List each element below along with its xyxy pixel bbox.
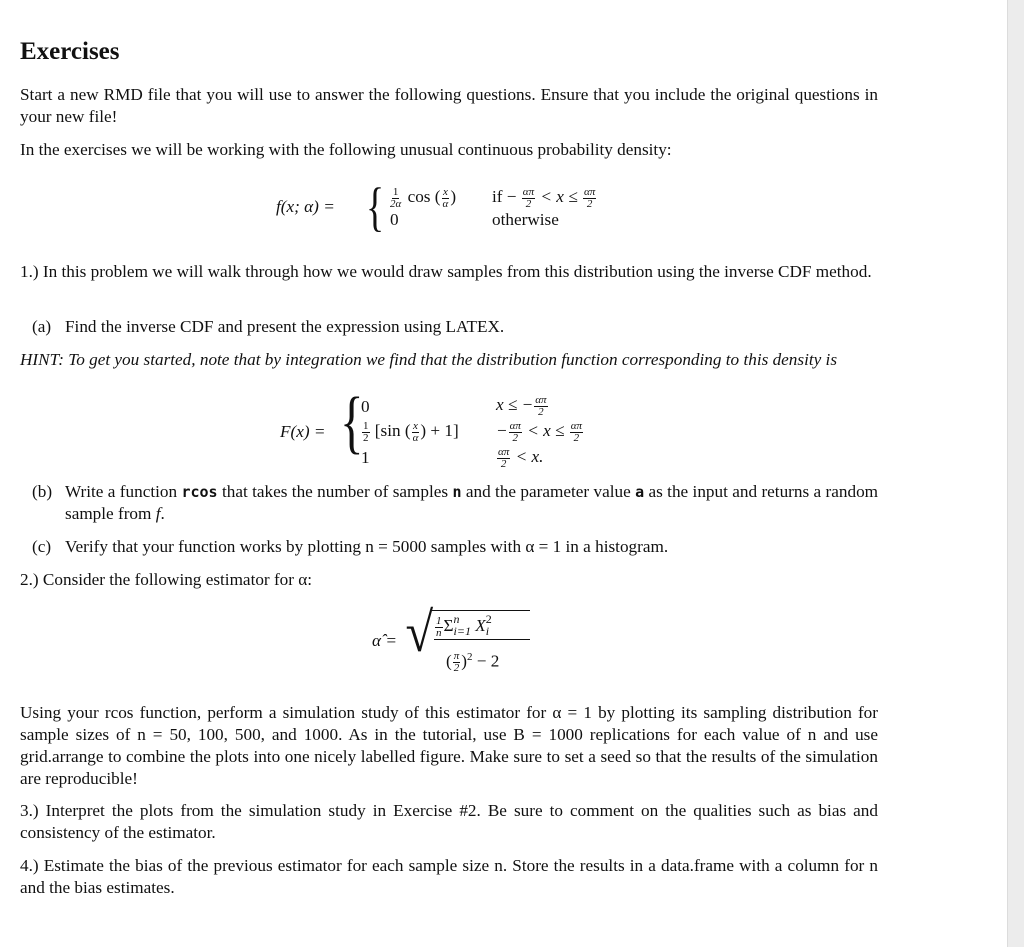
density-case1: $\frac{1}{2\alpha}$ cos ( $\frac{x}{\alpha}$ ) <box>390 185 457 210</box>
q1b-text: Write a function rcos that takes the number of samples n and the parameter value a as the input and returns a random sample from f. <box>65 482 879 523</box>
intro-paragraph: Start a new RMD file that you will use to answer the following questions. Ensure that you include the original questions in your new file! <box>20 85 878 126</box>
cdf-lhs: F(x) = <box>280 422 326 441</box>
question-4-text: 4.) Estimate the bias of the previous estimator for each sample size n. Store the results in a data.frame with a column for n and the bias estimates. <box>20 856 878 897</box>
density-case2: 0 <box>390 210 399 229</box>
estimator-fraction-bar <box>434 639 530 640</box>
density-brace: { <box>366 177 385 237</box>
cdf-case1-condition: x ≤ − $\frac{\alpha\pi}{2}$ <box>496 393 547 418</box>
density-lhs: f(x; α) = <box>276 197 335 216</box>
hint-paragraph: HINT: To get you started, note that by integration we find that the distribution function corresponding to this density is <box>20 350 838 369</box>
exercises-heading: Exercises <box>20 38 120 65</box>
estimator-numerator: $\frac{1}{n}$ Σ n i=1 X 2 i <box>436 612 492 639</box>
code-n: n <box>452 483 462 501</box>
density-case2-condition: otherwise <box>492 210 559 229</box>
question-2-text: 2.) Consider the following estimator for α: <box>20 570 313 589</box>
code-rcos: rcos <box>181 483 218 501</box>
q1c-label: (c) <box>32 537 52 556</box>
code-a: a <box>635 483 645 501</box>
cdf-case3-condition: $\frac{\alpha\pi}{2}$ < x. <box>498 445 544 470</box>
question-3-text: 3.) Interpret the plots from the simulation study in Exercise #2. Be sure to comment on the qualities such as bias and consistency of the estimator. <box>20 801 878 842</box>
vertical-scrollbar[interactable] <box>1007 0 1024 947</box>
cdf-case1: 0 <box>361 397 370 416</box>
cdf-brace: { <box>340 384 364 461</box>
q1c-text: Verify that your function works by plotting n = 5000 samples with α = 1 in a histogram. <box>65 537 669 556</box>
estimator-lhs: α̂ = <box>372 631 397 650</box>
cdf-case2-condition: − $\frac{\alpha\pi}{2}$ < x ≤ $\frac{\alpha\pi}{2}$ <box>496 419 583 444</box>
density-intro-paragraph: In the exercises we will be working with the following unusual continuous probability density: <box>20 140 672 159</box>
sqrt-overline <box>430 610 530 611</box>
density-coeff-frac: $\frac{1}{2\alpha}$ <box>390 185 402 210</box>
estimator-denominator: ( $\frac{\pi}{2}$ )$^2$ − 2 <box>446 650 500 675</box>
cdf-case3: 1 <box>361 448 370 467</box>
simulation-paragraph: Using your rcos function, perform a simulation study of this estimator for α = 1 by plotting its sampling distribution for sample sizes of n = 50, 100, 500, and 1000. As in the tutorial, use B = 1000 replications for each value of n and use grid.arrange to combine the plots into one nicely labelled figure. Make sure to set a seed so that the results of the simulation are reproducible! <box>20 703 878 788</box>
cdf-case2: $\frac{1}{2}$ [sin ( $\frac{x}{\alpha}$ ) + 1] <box>363 419 459 444</box>
latex-logo: LATEX <box>445 317 500 336</box>
q1a-text: Find the inverse CDF and present the expression using LATEX. <box>65 317 505 336</box>
density-case1-condition: if − $\frac{\alpha\pi}{2}$ < x ≤ $\frac{\alpha\pi}{2}$ <box>492 185 596 210</box>
q1b-label: (b) <box>32 482 53 501</box>
question-1-text: 1.) In this problem we will walk through how we would draw samples from this distribution using the inverse CDF method. <box>20 262 872 281</box>
sqrt-radical: √ <box>405 602 434 664</box>
q1a-label: (a) <box>32 317 52 336</box>
